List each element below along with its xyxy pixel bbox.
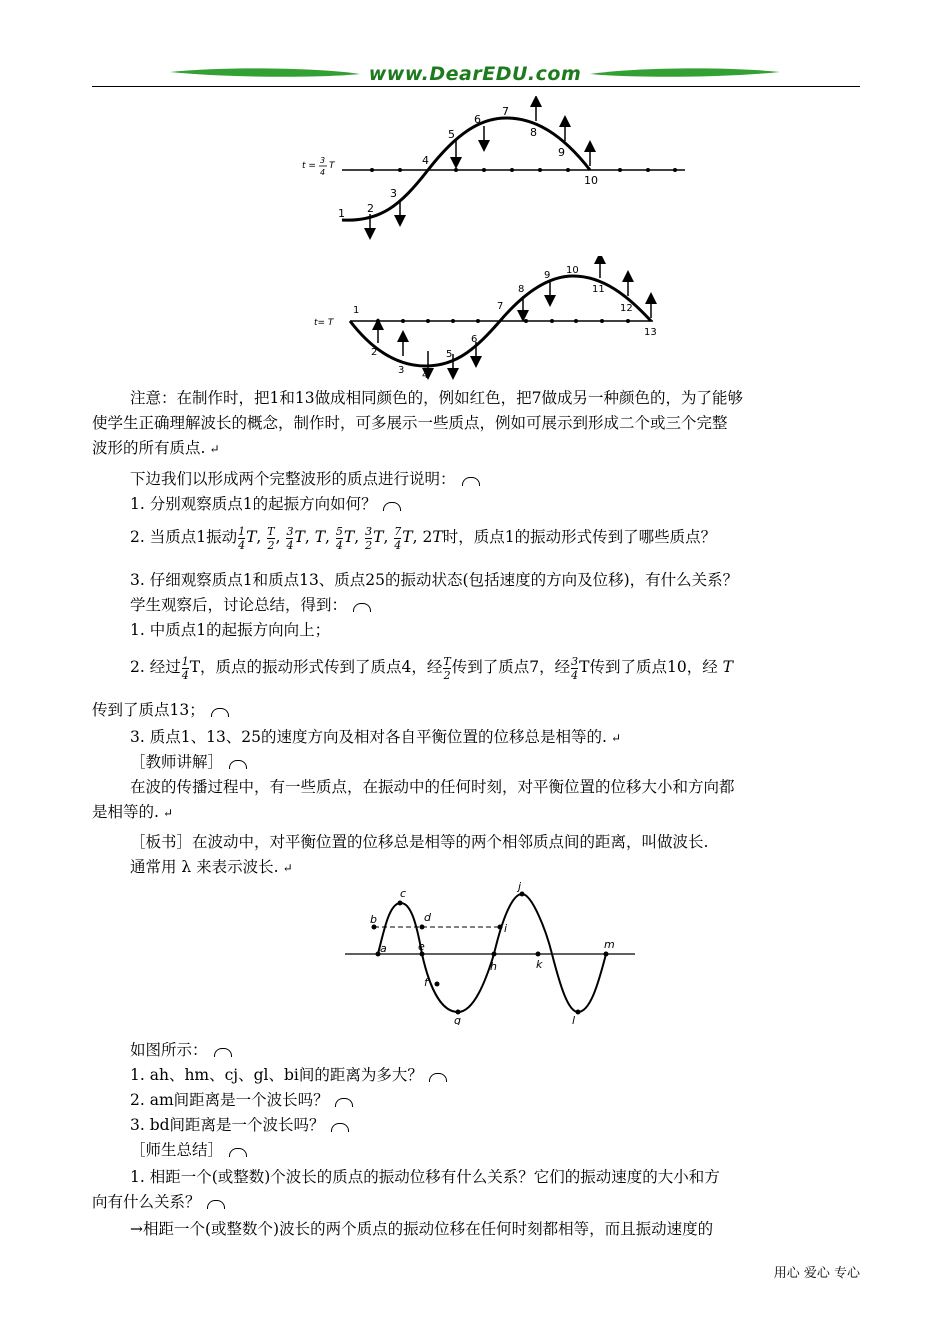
svg-text:7: 7 — [502, 105, 509, 118]
answer-3: 3. 质点1、13、25的速度方向及相对各自平衡位置的位移总是相等的. ↵ — [130, 728, 622, 746]
svg-text:6: 6 — [474, 113, 481, 126]
figure-question-2: 2. am间距离是一个波长吗？ — [130, 1088, 905, 1113]
intro-line: 下边我们以形成两个完整波形的质点进行说明： — [130, 467, 905, 492]
wavelength-figure — [340, 880, 640, 1025]
svg-text:m: m — [604, 938, 615, 951]
figure-question-3: 3. bd间距离是一个波长吗？ — [130, 1113, 905, 1138]
svg-text:6: 6 — [471, 334, 478, 345]
svg-text:10: 10 — [566, 265, 579, 276]
svg-text:b: b — [370, 913, 377, 926]
svg-text:4: 4 — [422, 370, 429, 381]
svg-text:3: 3 — [320, 156, 326, 165]
svg-text:d: d — [424, 911, 431, 924]
question-1: 1. 分别观察质点1的起振方向如何？ — [130, 492, 905, 517]
svg-text:h: h — [490, 960, 497, 973]
teacher-heading: ［教师讲解］ — [130, 750, 905, 775]
svg-text:4: 4 — [320, 168, 326, 177]
board-definition: ［板书］在波动中，对平衡位置的位移总是相等的两个相邻质点间的距离，叫做波长. — [130, 833, 709, 851]
answer-2: 2. 经过 $\frac{1}{4}$ T，质点的振动形式传到了质点4，经 $\frac{T}{2}$ 传到了质点7，经 $\frac{3}{4}$ T传到了质点10，经 T — [130, 654, 733, 682]
time-label: t = — [302, 161, 316, 171]
svg-text:8: 8 — [530, 126, 537, 139]
observation-line: 学生观察后，讨论总结，得到： — [130, 593, 905, 618]
note-paragraph: 注意：在制作时，把1和13做成相同颜色的，例如红色，把7做成另一种颜色的，为了能够 — [130, 389, 743, 407]
svg-text:1: 1 — [353, 305, 360, 316]
svg-text:f: f — [424, 976, 428, 989]
teacher-paragraph: 在波的传播过程中，有一些质点，在振动中的任何时刻，对平衡位置的位移大小和方向都 — [130, 778, 735, 796]
svg-text:e: e — [418, 940, 425, 953]
time-label: t= T — [314, 318, 334, 328]
svg-text:c: c — [400, 887, 407, 900]
header-rule — [92, 86, 860, 87]
svg-text:4: 4 — [422, 154, 429, 167]
wave-figure-T — [308, 256, 678, 381]
svg-text:10: 10 — [584, 174, 598, 187]
summary-answer: →相距一个(或整数个)波长的两个质点的振动位移在任何时刻都相等，而且振动速度的 — [130, 1220, 714, 1238]
svg-text:a: a — [380, 942, 387, 955]
svg-text:5: 5 — [448, 128, 455, 141]
lambda-line: 通常用 λ 来表示波长. ↵ — [130, 858, 293, 876]
svg-text:2: 2 — [371, 347, 378, 358]
wave-figure-three-quarter-T — [300, 96, 700, 246]
svg-text:12: 12 — [620, 303, 633, 314]
svg-text:k: k — [536, 958, 543, 971]
svg-text:2: 2 — [367, 202, 374, 215]
footer-slogan: 用心 爱心 专心 — [773, 1266, 860, 1281]
svg-text:3: 3 — [390, 187, 397, 200]
svg-text:l: l — [572, 1014, 576, 1025]
svg-text:7: 7 — [497, 301, 504, 312]
svg-text:11: 11 — [592, 284, 605, 295]
summary-heading: ［师生总结］ — [130, 1138, 905, 1163]
figure-question-1: 1. ah、hm、cj、gl、bi间的距离为多大？ — [130, 1063, 905, 1088]
svg-text:j: j — [518, 880, 522, 893]
question-3: 3. 仔细观察质点1和质点13、质点25的振动状态(包括速度的方向及位移)，有什么关系？ — [130, 571, 739, 589]
svg-text:1: 1 — [338, 207, 345, 220]
svg-text:9: 9 — [544, 270, 551, 281]
svg-text:i: i — [504, 922, 508, 935]
logo-text: www.DearEDU.com — [368, 63, 582, 85]
svg-text:13: 13 — [644, 327, 657, 338]
svg-text:5: 5 — [446, 349, 453, 360]
svg-text:3: 3 — [398, 365, 405, 376]
svg-text:8: 8 — [518, 284, 525, 295]
answer-1: 1. 中质点1的起振方向向上； — [130, 621, 331, 639]
svg-text:9: 9 — [558, 146, 565, 159]
svg-text:T: T — [329, 161, 335, 171]
svg-text:g: g — [454, 1014, 461, 1025]
figure-intro: 如图所示： — [130, 1038, 905, 1063]
summary-question: 1. 相距一个(或整数)个波长的质点的振动位移有什么关系？它们的振动速度的大小和方 — [130, 1168, 720, 1186]
wave-curve — [342, 118, 590, 220]
question-2: 2. 当质点1振动 $\frac{1}{4}$ T, $\frac{T}{2}$ , $\frac{3}{4}$ T, T, $\frac{5}{4}$ T, $\frac{3}{2}$ T, $\frac{7}{4}$ T, 2T时，质点1的振动形式传到了哪些质点？ — [130, 524, 717, 552]
